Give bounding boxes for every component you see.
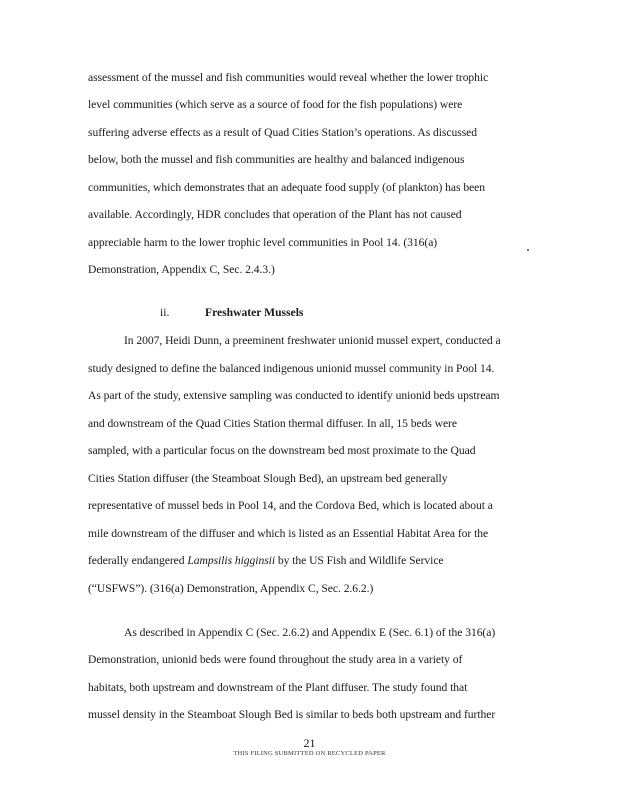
paragraph-1-line: below, both the mussel and fish communities are healthy and balanced indigenous xyxy=(88,153,465,166)
recycled-paper-note: THIS FILING SUBMITTED ON RECYCLED PAPER xyxy=(233,750,386,757)
species-line-after: by the US Fish and Wildlife Service xyxy=(275,554,444,567)
paragraph-2-line: In 2007, Heidi Dunn, a preeminent freshwater unionid mussel expert, conducted a xyxy=(124,334,501,347)
page-number: 21 xyxy=(303,736,316,750)
paragraph-2-line: study designed to define the balanced indigenous unionid mussel community in Pool 14. xyxy=(88,362,495,375)
paragraph-3-line: Demonstration, unionid beds were found throughout the study area in a variety of xyxy=(88,653,463,666)
scan-speck xyxy=(527,249,529,251)
paragraph-3-line: mussel density in the Steamboat Slough Bed is similar to beds both upstream and further xyxy=(88,708,496,721)
species-name: Lampsilis higginsii xyxy=(187,554,276,567)
paragraph-1-line: available. Accordingly, HDR concludes that operation of the Plant has not caused xyxy=(88,208,462,221)
paragraph-1-line: level communities (which serve as a source of food for the fish populations) were xyxy=(88,98,463,111)
paragraph-2-line: and downstream of the Quad Cities Station thermal diffuser. In all, 15 beds were xyxy=(88,417,457,430)
paragraph-2-line: As part of the study, extensive sampling was conducted to identify unionid beds upstream xyxy=(88,389,500,402)
paragraph-2-line: sampled, with a particular focus on the downstream bed most proximate to the Quad xyxy=(88,444,476,457)
paragraph-2-line: Cities Station diffuser (the Steamboat Slough Bed), an upstream bed generally xyxy=(88,472,448,485)
paragraph-3-line: As described in Appendix C (Sec. 2.6.2) and Appendix E (Sec. 6.1) of the 316(a) xyxy=(124,626,496,639)
paragraph-2-line: (“USFWS”). (316(a) Demonstration, Appendix C, Sec. 2.6.2.) xyxy=(88,582,374,595)
paragraph-2-line xyxy=(88,554,444,568)
paragraph-1-line: communities, which demonstrates that an adequate food supply (of plankton) has been xyxy=(88,181,486,194)
paragraph-1-line: suffering adverse effects as a result of Quad Cities Station’s operations. As discussed xyxy=(88,126,478,139)
paragraph-2-line: mile downstream of the diffuser and which is listed as an Essential Habitat Area for the xyxy=(88,527,489,540)
paragraph-1-line: assessment of the mussel and fish communities would reveal whether the lower trophic xyxy=(88,71,489,84)
paragraph-2-line: representative of mussel beds in Pool 14, and the Cordova Bed, which is located about a xyxy=(88,499,493,512)
paragraph-3-line: habitats, both upstream and downstream of the Plant diffuser. The study found that xyxy=(88,681,468,694)
section-heading-number: ii. xyxy=(160,306,170,319)
section-heading-title: Freshwater Mussels xyxy=(205,306,304,319)
paragraph-1-line: Demonstration, Appendix C, Sec. 2.4.3.) xyxy=(88,263,275,276)
species-line-before: federally endangered xyxy=(88,554,188,567)
paragraph-1-line: appreciable harm to the lower trophic level communities in Pool 14. (316(a) xyxy=(88,236,438,249)
